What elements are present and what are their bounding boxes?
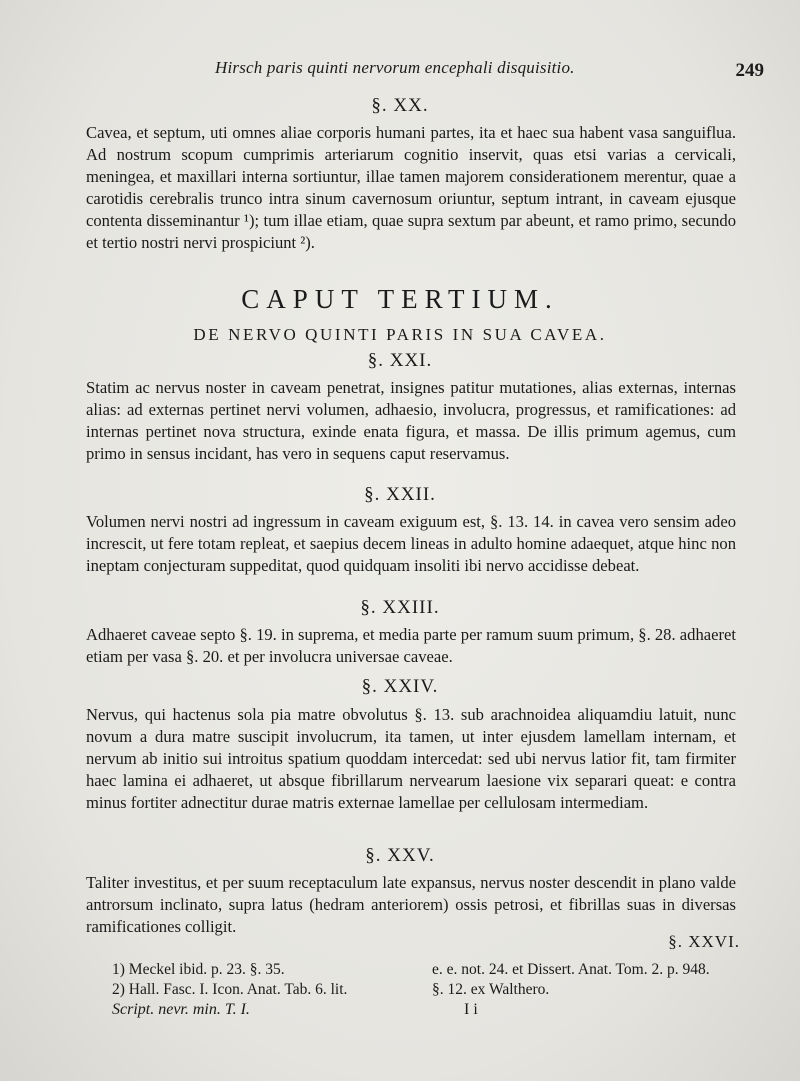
chapter-subtitle: DE NERVO QUINTI PARIS IN SUA CAVEA. <box>193 325 607 344</box>
section-heading-xxv: §. XXV. <box>365 845 435 866</box>
section-heading-xxiv: §. XXIV. <box>361 676 439 697</box>
section-text-xx: Cavea, et septum, uti omnes aliae corporis humani partes, ita et haec sua habent vasa sanguiflua. Ad nostrum scopum cumprimis arteriarum cognitio inservit, quas etsi varias a cervicali, meningea, et maxillari interna sortiuntur, illae tamen majorem considerationem merentur, quae a carotidis cerebralis trunco intra sinum cavernosum oriuntur, septum intrant, in caveam ejusque contenta disseminantur ¹); tum illae etiam, quae supra sextum par abeunt, et ramo primo, secundo et tertio nostri nervi prospiciunt ²). <box>86 123 736 252</box>
footnote-2-left: 2) Hall. Fasc. I. Icon. Anat. Tab. 6. lit. <box>112 981 348 998</box>
running-title: Hirsch paris quinti nervorum encephali disquisitio. <box>215 58 575 77</box>
section-heading-xxiii: §. XXIII. <box>360 597 440 618</box>
footnote-2-right: §. 12. ex Walthero. <box>432 981 550 998</box>
section-text-xxi: Statim ac nervus noster in caveam penetrat, insignes patitur mutationes, alias externas, internas alias: ad externas pertinet nervi volumen, adhaesio, involucra, progressus, et ramificationes: ad internas pertinet nova structura, exinde enata figura, et massa. De illis primum agemus, cum primo in sensus incidant, has vero in sequens caput reservamus. <box>86 378 736 463</box>
section-text-xxii: Volumen nervi nostri ad ingressum in caveam exiguum est, §. 13. 14. in cavea vero sensim adeo increscit, ut fere totam repleat, et saepius decem lineas in adulto homine adaequet, atque hinc non ineptam conjecturam suppeditat, quod quidquam insoliti ibi nervo accidisse debeat. <box>86 512 736 575</box>
section-heading-xx: §. XX. <box>371 95 429 116</box>
section-heading-xxii: §. XXII. <box>364 484 436 505</box>
chapter-title: CAPUT TERTIUM. <box>241 284 559 314</box>
signature-mark: Script. nevr. min. T. I. <box>112 1001 250 1018</box>
footnote-1 <box>112 960 752 980</box>
section-text-xxv: Taliter investitus, et per suum receptaculum late expansus, nervus noster descendit in plano valde antrorsum inclinato, supra latus (hedram anteriorem) ossis petrosi, et fibrillas suas in diversas ramificationes colligit. <box>86 873 736 936</box>
footnote-2 <box>112 980 752 1000</box>
footnote-1-left: 1) Meckel ibid. p. 23. §. 35. <box>112 961 285 978</box>
section-heading-xxi: §. XXI. <box>367 350 433 371</box>
section-text-xxiv: Nervus, qui hactenus sola pia matre obvolutus §. 13. sub arachnoidea aliquamdiu latuit, nunc novum a dura matre suscipit involucrum, ita tamen, ut inter ejusdem lamellam internam, et nervum ab initio sui introitus spatium quoddam intercedat: sed ubi nervus latior fit, tam firmiter haec lamina ei adhaeret, ut absque fibrillarum nervearum laesione vix separari queat: e contra minus fortiter adnectitur durae matris externae lamellae per cellulosam intermediam. <box>86 705 736 812</box>
footnotes <box>112 960 752 1000</box>
footnote-1-right: e. e. not. 24. et Dissert. Anat. Tom. 2. p. 948. <box>432 961 710 978</box>
catchword: §. XXVI. <box>668 932 740 951</box>
section-text-xxiii: Adhaeret caveae septo §. 19. in suprema, et media parte per ramum suum primum, §. 28. adhaeret etiam per vasa §. 20. et per involucra universae caveae. <box>86 625 736 666</box>
running-head <box>0 58 800 84</box>
page-number: 249 <box>735 60 764 81</box>
gathering-mark: I i <box>464 1001 478 1018</box>
signature-line <box>112 1001 712 1019</box>
